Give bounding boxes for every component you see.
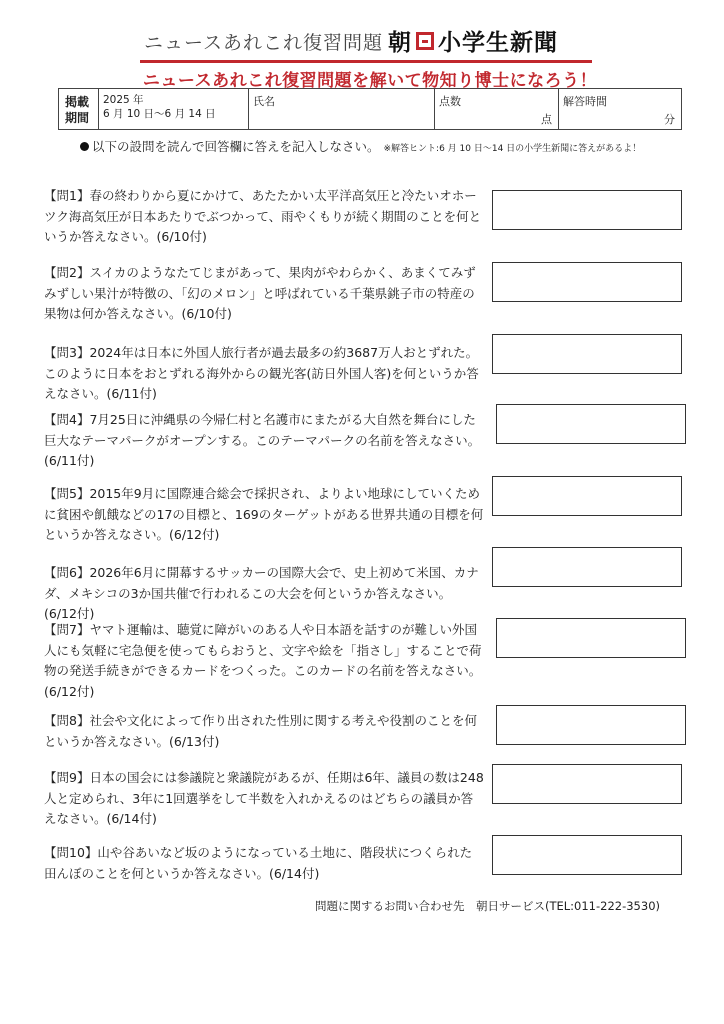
question-3 — [44, 343, 484, 405]
time-field[interactable] — [559, 89, 681, 129]
newspaper-brand — [388, 24, 558, 57]
answer-box-4[interactable] — [496, 404, 686, 444]
sun-logo-icon — [416, 32, 434, 50]
instruction — [80, 137, 641, 155]
question-text: 山や谷あいなど坂のようになっている土地に、階段状につくられた田んぼのことを何というか答えなさい。(6/14付) — [44, 845, 473, 881]
question-label: 【問1】 — [44, 188, 90, 203]
question-text: 2024年は日本に外国人旅行者が過去最多の約3687万人おとずれた。このように日本をおとずれる海外からの観光客(訪日外国人客)を何というか答えなさい。(6/11付) — [44, 345, 479, 401]
instruction-hint: ※解答ヒント:6 月 10 日～14 日の小学生新聞に答えがあるよ！ — [383, 144, 642, 154]
period-label-line2: 期間 — [65, 111, 90, 125]
question-label: 【問10】 — [44, 845, 98, 860]
header-title: ニュースあれこれ復習問題 — [144, 32, 384, 54]
contact-footer: 問題に関するお問い合わせ先 朝日サービス(TEL:011-222-3530) — [314, 899, 660, 913]
question-label: 【問2】 — [44, 265, 90, 280]
question-4 — [44, 410, 484, 472]
question-label: 【問7】 — [44, 622, 90, 637]
period-value — [99, 89, 249, 129]
time-unit: 分 — [664, 113, 675, 126]
question-text: スイカのようなたてじまがあって、果肉がやわらかく、あまくてみずみずしい果汁が特徴の、「幻のメロン」と呼ばれている千葉県銚子市の特産の果物は何か答えなさい。(6/10付) — [44, 265, 476, 321]
question-label: 【問5】 — [44, 486, 90, 501]
question-text: 社会や文化によって作り出された性別に関する考えや役割のことを何というか答えなさい。(6/13付) — [44, 713, 477, 749]
question-text: 7月25日に沖縄県の今帰仁村と名護市にまたがる大自然を舞台にした巨大なテーマパークがオープンする。このテーマパークの名前を答えなさい。(6/11付) — [44, 412, 481, 468]
answer-box-1[interactable] — [492, 190, 682, 230]
period-label-line1: 掲載 — [65, 95, 90, 109]
score-unit: 点 — [541, 113, 552, 126]
question-2 — [44, 263, 484, 325]
bullet-icon — [80, 142, 89, 151]
question-label: 【問8】 — [44, 713, 90, 728]
question-10 — [44, 843, 484, 884]
question-text: 2026年6月に開幕するサッカーの国際大会で、史上初めて米国、カナダ、メキシコの3か国共催で行われるこの大会を何というか答えなさい。(6/12付) — [44, 565, 479, 621]
question-text: 2015年9月に国際連合総会で採択され、よりよい地球にしていくために貧困や飢餓などの17の目標と、169のターゲットがある世界共通の目標を何というか答えなさい。(6/12付) — [44, 486, 484, 542]
question-7 — [44, 620, 484, 702]
answer-box-2[interactable] — [492, 262, 682, 302]
answer-box-5[interactable] — [492, 476, 682, 516]
score-label: 点数 — [439, 95, 461, 108]
time-label: 解答時間 — [563, 95, 607, 108]
page-subtitle: ニュースあれこれ復習問題を解いて物知り博士になろう！ — [142, 71, 598, 91]
question-text: ヤマト運輸は、聴覚に障がいのある人や日本語を話すのが難しい外国人にも気軽に宅急便を使ってもらおうと、文字や絵を「指さし」することで荷物の発送手続きができるカードをつくった。このカードの名前を答えなさい。(6/12付) — [44, 622, 482, 699]
answer-box-10[interactable] — [492, 835, 682, 875]
answer-box-3[interactable] — [492, 334, 682, 374]
answer-box-6[interactable] — [492, 547, 682, 587]
question-8 — [44, 711, 484, 752]
period-label — [59, 89, 99, 129]
question-6 — [44, 563, 484, 625]
question-text: 春の終わりから夏にかけて、あたたかい太平洋高気圧と冷たいオホーツク海高気圧が日本あたりでぶつかって、雨やくもりが続く期間のことを何というか答えなさい。(6/10付) — [44, 188, 482, 244]
name-label: 氏名 — [253, 95, 275, 108]
page-header — [140, 24, 600, 60]
name-field[interactable] — [249, 89, 435, 129]
question-label: 【問9】 — [44, 770, 90, 785]
period-dates: 6 月 10 日～6 月 14 日 — [103, 108, 216, 120]
brand-part-1: 朝 — [388, 30, 412, 56]
question-text: 日本の国会には参議院と衆議院があるが、任期は6年、議員の数は248人と定められ、3年に1回選挙をして半数を入れかえるのはどちらの議員か答えなさい。(6/14付) — [44, 770, 484, 826]
instruction-text: 以下の設問を読んで回答欄に答えを記入しなさい。 — [92, 139, 380, 154]
info-table — [58, 88, 682, 130]
brand-part-2: 小学生新聞 — [438, 30, 558, 56]
question-9 — [44, 768, 484, 830]
question-label: 【問3】 — [44, 345, 90, 360]
score-field[interactable] — [435, 89, 559, 129]
period-year: 2025 年 — [103, 94, 144, 106]
header-divider — [140, 60, 592, 63]
question-5 — [44, 484, 484, 546]
answer-box-7[interactable] — [496, 618, 686, 658]
answer-box-9[interactable] — [492, 764, 682, 804]
question-label: 【問6】 — [44, 565, 90, 580]
answer-box-8[interactable] — [496, 705, 686, 745]
question-1 — [44, 186, 484, 248]
question-label: 【問4】 — [44, 412, 90, 427]
